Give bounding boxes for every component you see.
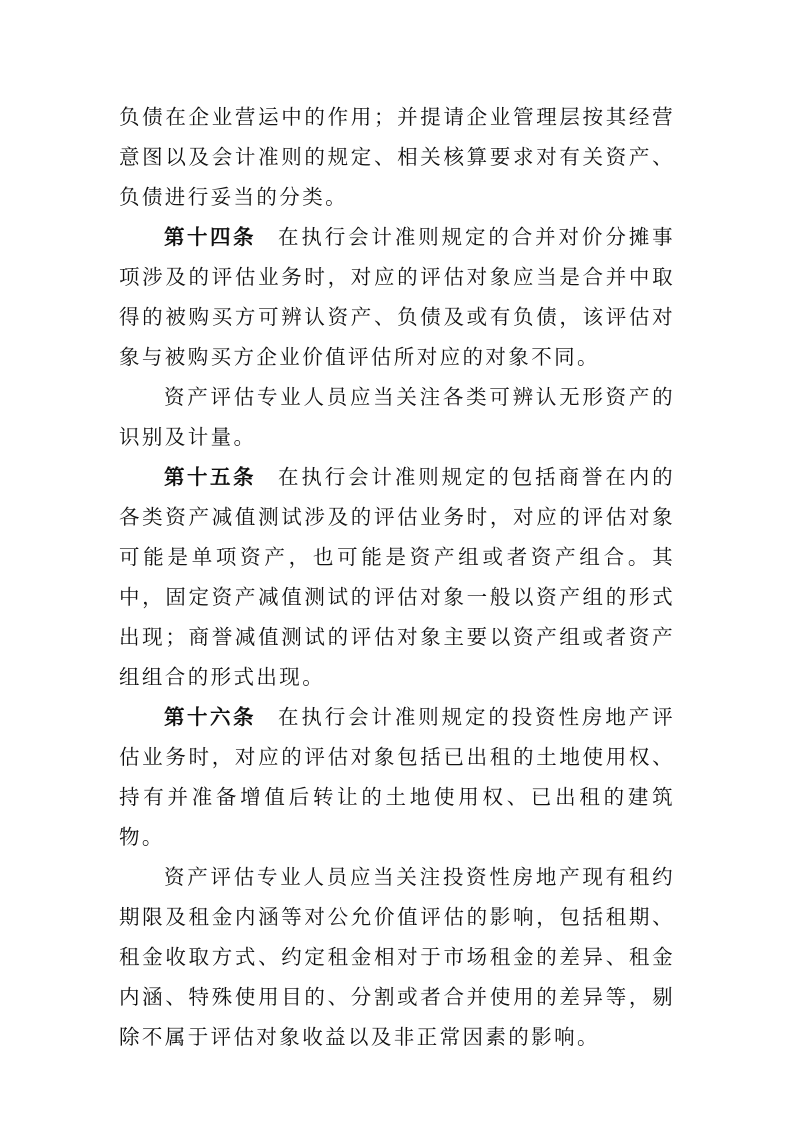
article-14-paragraph: [119, 217, 675, 377]
article-14-note-paragraph: [119, 377, 675, 457]
article-16-paragraph: [119, 697, 675, 857]
article-15-paragraph: [119, 457, 675, 697]
article-number: 第十四条: [164, 225, 256, 249]
paragraph-text: 资产评估专业人员应当关注各类可辨认无形资产的识别及计量。: [119, 385, 675, 449]
paragraph-text: 资产评估专业人员应当关注投资性房地产现有租约期限及租金内涵等对公允价值评估的影响，包括租期、租金收取方式、约定租金相对于市场租金的差异、租金内涵、特殊使用目的、分割或者合并使用的差异等，剔除不属于评估对象收益以及非正常因素的影响。: [119, 865, 675, 1049]
paragraph-text: 在执行会计准则规定的投资性房地产评估业务时，对应的评估对象包括已出租的土地使用权、持有并准备增值后转让的土地使用权、已出租的建筑物。: [119, 705, 675, 849]
article-16-note-paragraph: [119, 857, 675, 1057]
paragraph-continuation: [119, 97, 675, 217]
paragraph-text: 负债在企业营运中的作用；并提请企业管理层按其经营意图以及会计准则的规定、相关核算要求对有关资产、负债进行妥当的分类。: [119, 105, 675, 209]
paragraph-text: 在执行会计准则规定的包括商誉在内的各类资产减值测试涉及的评估业务时，对应的评估对象可能是单项资产，也可能是资产组或者资产组合。其中，固定资产减值测试的评估对象一般以资产组的形式出现；商誉减值测试的评估对象主要以资产组或者资产组组合的形式出现。: [119, 465, 675, 689]
paragraph-text: 在执行会计准则规定的合并对价分摊事项涉及的评估业务时，对应的评估对象应当是合并中取得的被购买方可辨认资产、负债及或有负债，该评估对象与被购买方企业价值评估所对应的对象不同。: [119, 225, 675, 369]
article-number: 第十五条: [164, 465, 256, 489]
article-number: 第十六条: [164, 705, 256, 729]
document-body: [119, 97, 675, 1057]
